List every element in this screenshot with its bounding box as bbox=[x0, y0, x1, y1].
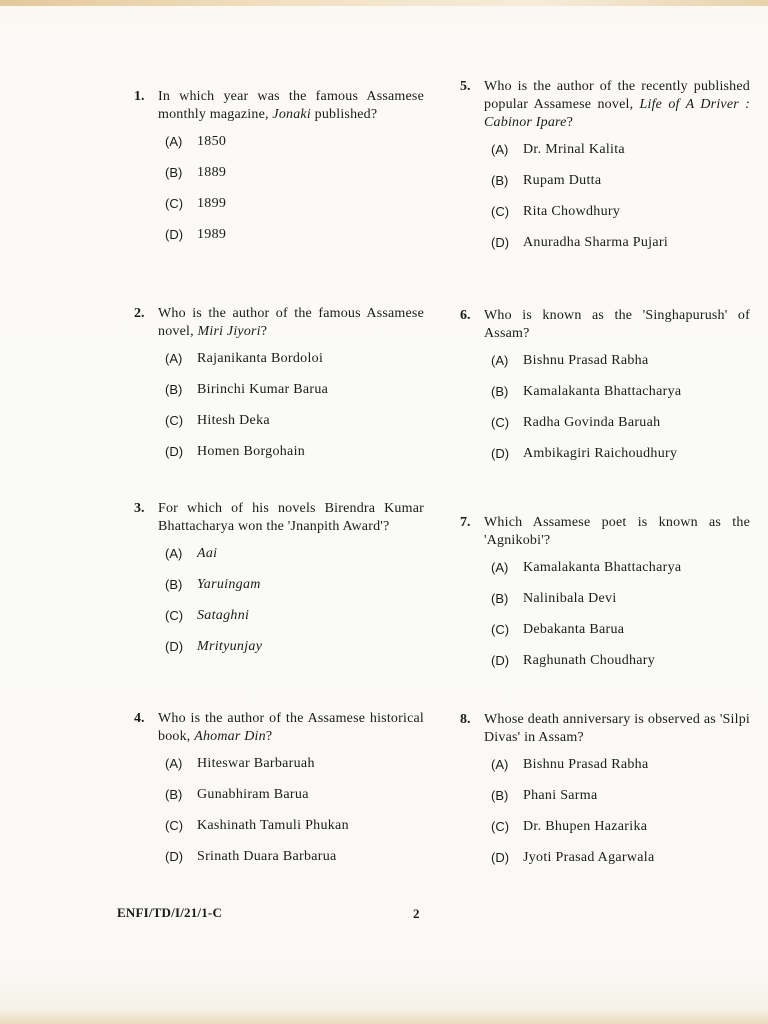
question-2 bbox=[134, 305, 424, 475]
question-text bbox=[484, 307, 750, 343]
question-number: 8. bbox=[460, 712, 471, 727]
option-text: Dr. Mrinal Kalita bbox=[523, 142, 625, 157]
option-label: (A) bbox=[165, 351, 183, 366]
option-label: (D) bbox=[491, 850, 510, 865]
option-b bbox=[165, 577, 424, 608]
option-label: (D) bbox=[491, 446, 510, 461]
option-text: Bishnu Prasad Rabha bbox=[523, 757, 649, 772]
question-stem bbox=[460, 711, 750, 747]
option-text: Mrityunjay bbox=[197, 639, 263, 654]
question-title-italic: Miri Jiyori bbox=[197, 324, 261, 339]
option-d bbox=[165, 639, 424, 670]
question-text-end: ? bbox=[260, 324, 268, 339]
option-a bbox=[491, 353, 750, 384]
options-list bbox=[460, 353, 750, 477]
paper-bottom-edge bbox=[0, 1010, 768, 1024]
option-text: 1899 bbox=[197, 196, 227, 211]
question-text-main: Which Assamese poet is known as the 'Agnikobi'? bbox=[484, 515, 750, 548]
option-text: Srinath Duara Barbarua bbox=[197, 849, 337, 864]
option-text: Gunabhiram Barua bbox=[197, 787, 309, 802]
question-text bbox=[158, 88, 424, 124]
option-a bbox=[165, 134, 424, 165]
options-list bbox=[134, 351, 424, 475]
option-label: (C) bbox=[491, 415, 510, 430]
question-text-end: ? bbox=[265, 729, 273, 744]
option-c bbox=[165, 818, 424, 849]
question-5 bbox=[460, 78, 750, 266]
question-text-main: For which of his novels Birendra Kumar Bhattacharya won the 'Jnanpith Award'? bbox=[158, 501, 424, 534]
option-label: (D) bbox=[491, 235, 510, 250]
option-label: (C) bbox=[165, 196, 184, 211]
option-label: (D) bbox=[165, 849, 184, 864]
option-label: (C) bbox=[491, 622, 510, 637]
question-7 bbox=[460, 514, 750, 684]
question-title-italic: Jonaki bbox=[272, 107, 311, 122]
question-text-main: Who is the author of the recently published popular Assamese novel, bbox=[484, 79, 750, 112]
option-label: (A) bbox=[491, 560, 509, 575]
question-text-main: In which year was the famous Assamese monthly magazine, bbox=[158, 89, 424, 122]
option-b bbox=[491, 384, 750, 415]
option-text: Anuradha Sharma Pujari bbox=[523, 235, 669, 250]
option-label: (C) bbox=[165, 608, 184, 623]
option-c bbox=[165, 196, 424, 227]
option-label: (D) bbox=[165, 444, 184, 459]
option-c bbox=[165, 608, 424, 639]
question-text-main: Who is known as the 'Singhapurush' of Assam? bbox=[484, 308, 750, 341]
options-list bbox=[134, 546, 424, 670]
question-text-main: Who is the author of the Assamese historical book, bbox=[158, 711, 424, 744]
option-d bbox=[165, 444, 424, 475]
option-a bbox=[491, 560, 750, 591]
option-label: (B) bbox=[491, 173, 509, 188]
option-label: (D) bbox=[165, 227, 184, 242]
option-label: (C) bbox=[165, 413, 184, 428]
options-list bbox=[134, 134, 424, 258]
option-text: Yaruingam bbox=[197, 577, 261, 592]
option-text: Raghunath Choudhary bbox=[523, 653, 656, 668]
option-text: Rupam Dutta bbox=[523, 173, 602, 188]
question-stem bbox=[460, 78, 750, 132]
option-d bbox=[165, 227, 424, 258]
option-a bbox=[165, 546, 424, 577]
question-title-italic: Ahomar Din bbox=[194, 729, 266, 744]
question-text bbox=[158, 710, 424, 746]
option-label: (B) bbox=[491, 788, 509, 803]
question-number: 2. bbox=[134, 306, 145, 321]
option-label: (A) bbox=[491, 757, 509, 772]
question-text bbox=[484, 78, 750, 132]
question-number: 1. bbox=[134, 89, 145, 104]
option-label: (A) bbox=[165, 134, 183, 149]
question-text-main: Whose death anniversary is observed as 'Silpi Divas' in Assam? bbox=[484, 712, 750, 745]
option-c bbox=[491, 415, 750, 446]
option-text: Sataghni bbox=[197, 608, 250, 623]
option-label: (B) bbox=[491, 591, 509, 606]
option-text: Ambikagiri Raichoudhury bbox=[523, 446, 678, 461]
question-number: 3. bbox=[134, 501, 145, 516]
question-number: 7. bbox=[460, 515, 471, 530]
option-d bbox=[491, 235, 750, 266]
question-number: 5. bbox=[460, 79, 471, 94]
option-text: Radha Govinda Baruah bbox=[523, 415, 661, 430]
option-a bbox=[165, 756, 424, 787]
question-stem bbox=[460, 514, 750, 550]
question-text bbox=[158, 305, 424, 341]
paper-top-edge bbox=[0, 0, 768, 6]
option-text: Kamalakanta Bhattacharya bbox=[523, 560, 682, 575]
option-label: (B) bbox=[165, 787, 183, 802]
option-b bbox=[491, 173, 750, 204]
option-text: Rajanikanta Bordoloi bbox=[197, 351, 324, 366]
question-number: 4. bbox=[134, 711, 145, 726]
option-a bbox=[165, 351, 424, 382]
option-label: (B) bbox=[165, 165, 183, 180]
options-list bbox=[460, 142, 750, 266]
option-label: (A) bbox=[165, 546, 183, 561]
option-text: Aai bbox=[197, 546, 218, 561]
option-text: Kamalakanta Bhattacharya bbox=[523, 384, 682, 399]
option-d bbox=[491, 446, 750, 477]
option-a bbox=[491, 757, 750, 788]
question-stem bbox=[134, 710, 424, 746]
option-d bbox=[165, 849, 424, 880]
option-label: (C) bbox=[491, 204, 510, 219]
question-8 bbox=[460, 711, 750, 881]
options-list bbox=[460, 757, 750, 881]
option-text: Nalinibala Devi bbox=[523, 591, 617, 606]
question-6 bbox=[460, 307, 750, 477]
option-b bbox=[491, 591, 750, 622]
option-d bbox=[491, 850, 750, 881]
option-text: Dr. Bhupen Hazarika bbox=[523, 819, 648, 834]
option-text: 1850 bbox=[197, 134, 227, 149]
option-text: Jyoti Prasad Agarwala bbox=[523, 850, 655, 865]
option-text: Hitesh Deka bbox=[197, 413, 270, 428]
question-stem bbox=[134, 305, 424, 341]
question-stem bbox=[134, 500, 424, 536]
option-label: (B) bbox=[165, 382, 183, 397]
option-label: (D) bbox=[491, 653, 510, 668]
option-label: (B) bbox=[491, 384, 509, 399]
question-stem bbox=[134, 88, 424, 124]
page-number: 2 bbox=[413, 906, 420, 921]
option-c bbox=[165, 413, 424, 444]
option-text: Phani Sarma bbox=[523, 788, 598, 803]
option-text: Kashinath Tamuli Phukan bbox=[197, 818, 349, 833]
question-3 bbox=[134, 500, 424, 670]
option-d bbox=[491, 653, 750, 684]
option-text: Rita Chowdhury bbox=[523, 204, 621, 219]
option-text: Birinchi Kumar Barua bbox=[197, 382, 329, 397]
options-list bbox=[460, 560, 750, 684]
question-text-main: Who is the author of the famous Assamese novel, bbox=[158, 306, 424, 339]
option-b bbox=[165, 165, 424, 196]
option-label: (A) bbox=[491, 142, 509, 157]
option-label: (C) bbox=[165, 818, 184, 833]
question-text bbox=[484, 514, 750, 550]
question-text-end: ? bbox=[566, 115, 574, 130]
option-c bbox=[491, 622, 750, 653]
option-a bbox=[491, 142, 750, 173]
option-label: (C) bbox=[491, 819, 510, 834]
option-c bbox=[491, 819, 750, 850]
option-label: (A) bbox=[491, 353, 509, 368]
question-1 bbox=[134, 88, 424, 258]
option-text: Debakanta Barua bbox=[523, 622, 625, 637]
option-text: Hiteswar Barbaruah bbox=[197, 756, 315, 771]
option-text: Homen Borgohain bbox=[197, 444, 306, 459]
question-number: 6. bbox=[460, 308, 471, 323]
question-text-end: published? bbox=[310, 107, 378, 122]
option-b bbox=[491, 788, 750, 819]
question-text bbox=[484, 711, 750, 747]
question-title-italic: Life of A Driver : Cabinor Ipare bbox=[484, 97, 750, 130]
options-list bbox=[134, 756, 424, 880]
option-text: 1889 bbox=[197, 165, 227, 180]
question-stem bbox=[460, 307, 750, 343]
paper-code: ENFI/TD/I/21/1-C bbox=[117, 905, 223, 920]
option-c bbox=[491, 204, 750, 235]
option-label: (B) bbox=[165, 577, 183, 592]
question-text bbox=[158, 500, 424, 536]
option-label: (D) bbox=[165, 639, 184, 654]
option-b bbox=[165, 787, 424, 818]
option-text: 1989 bbox=[197, 227, 227, 242]
option-text: Bishnu Prasad Rabha bbox=[523, 353, 649, 368]
option-label: (A) bbox=[165, 756, 183, 771]
question-4 bbox=[134, 710, 424, 880]
option-b bbox=[165, 382, 424, 413]
